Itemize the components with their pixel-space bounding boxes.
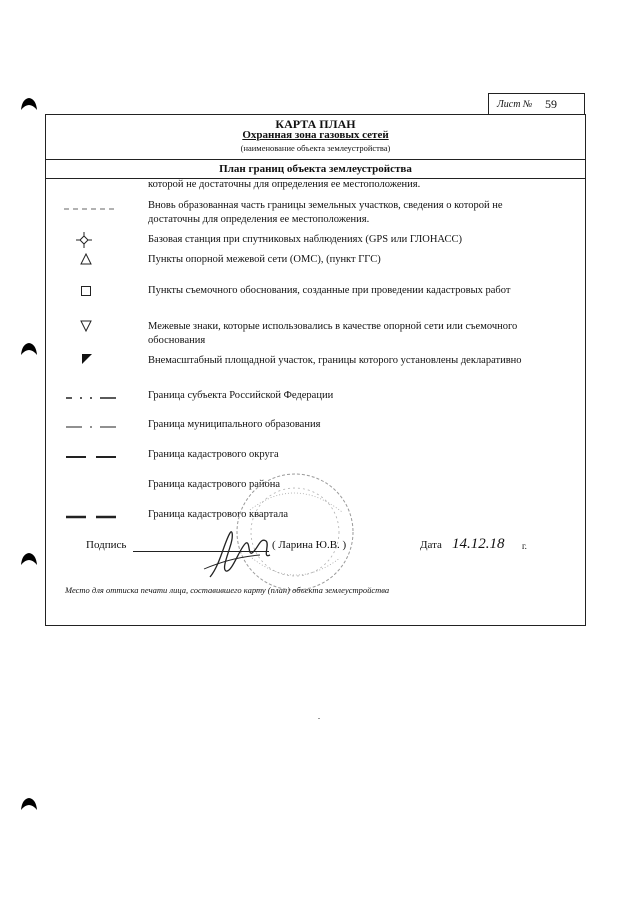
legend-text: Граница кадастрового округа [148,449,279,460]
section-title: План границ объекта землеустройства [46,160,585,179]
object-name: Охранная зона газовых сетей [242,129,389,141]
legend-text: Граница субъекта Российской Федерации [148,390,334,401]
year-suffix: г. [522,541,527,551]
dashed-thin-line-icon [64,203,154,221]
legend-text: Граница кадастрового квартала [148,509,289,520]
legend-text: которой не достаточны для определения ее местоположения. [148,179,421,190]
legend-text: Внемасштабный площадной участок, границы которого установлены декларативно [148,355,522,366]
date-label: Дата [420,539,442,551]
punch-mark-icon [20,342,38,356]
punch-mark-icon [20,797,38,811]
signature-line [86,538,636,558]
legend-text: Граница кадастрового района [148,479,281,490]
punch-mark-icon [20,97,38,111]
legend-text: Вновь образованная часть границы земельных участков, сведения о которой не достаточны для определения ее местоположения. [148,200,503,225]
legend-text: Граница муниципального образования [148,419,321,430]
signatory-name: ( Ларина Ю.В. ) [272,539,347,551]
signature-label: Подпись [86,539,127,551]
long-dash-line-icon [64,451,154,469]
title-block [46,115,585,160]
long-dash-line-icon [64,511,154,529]
legend-text: Межевые знаки, которые использовались в качестве опорной сети или съемочного обоснования [148,321,518,346]
object-caption: (наименование объекта землеустройства) [240,143,391,153]
dash-dot-line-icon [64,421,154,439]
sheet-label: Лист № [497,99,533,110]
scan-speck [318,718,320,719]
legend-text: Базовая станция при спутниковых наблюдениях (GPS или ГЛОНАСС) [148,234,462,245]
legend-text: Пункты съемочного обоснования, созданные при проведении кадастровых работ [148,285,511,296]
date-value: 14.12.18 [452,536,505,552]
handwritten-signature [200,525,280,590]
dash-dot-dot-line-icon [64,392,154,410]
sheet-number-box [488,93,585,115]
sheet-number: 59 [545,97,557,111]
stamp-note: Место для оттиска печати лица, составившего карту (план) объекта землеустройства [65,585,390,595]
document-title: КАРТА ПЛАН [275,117,356,131]
legend-text: Пункты опорной межевой сети (ОМС), (пункт ГГС) [148,254,381,265]
punch-mark-icon [20,552,38,566]
